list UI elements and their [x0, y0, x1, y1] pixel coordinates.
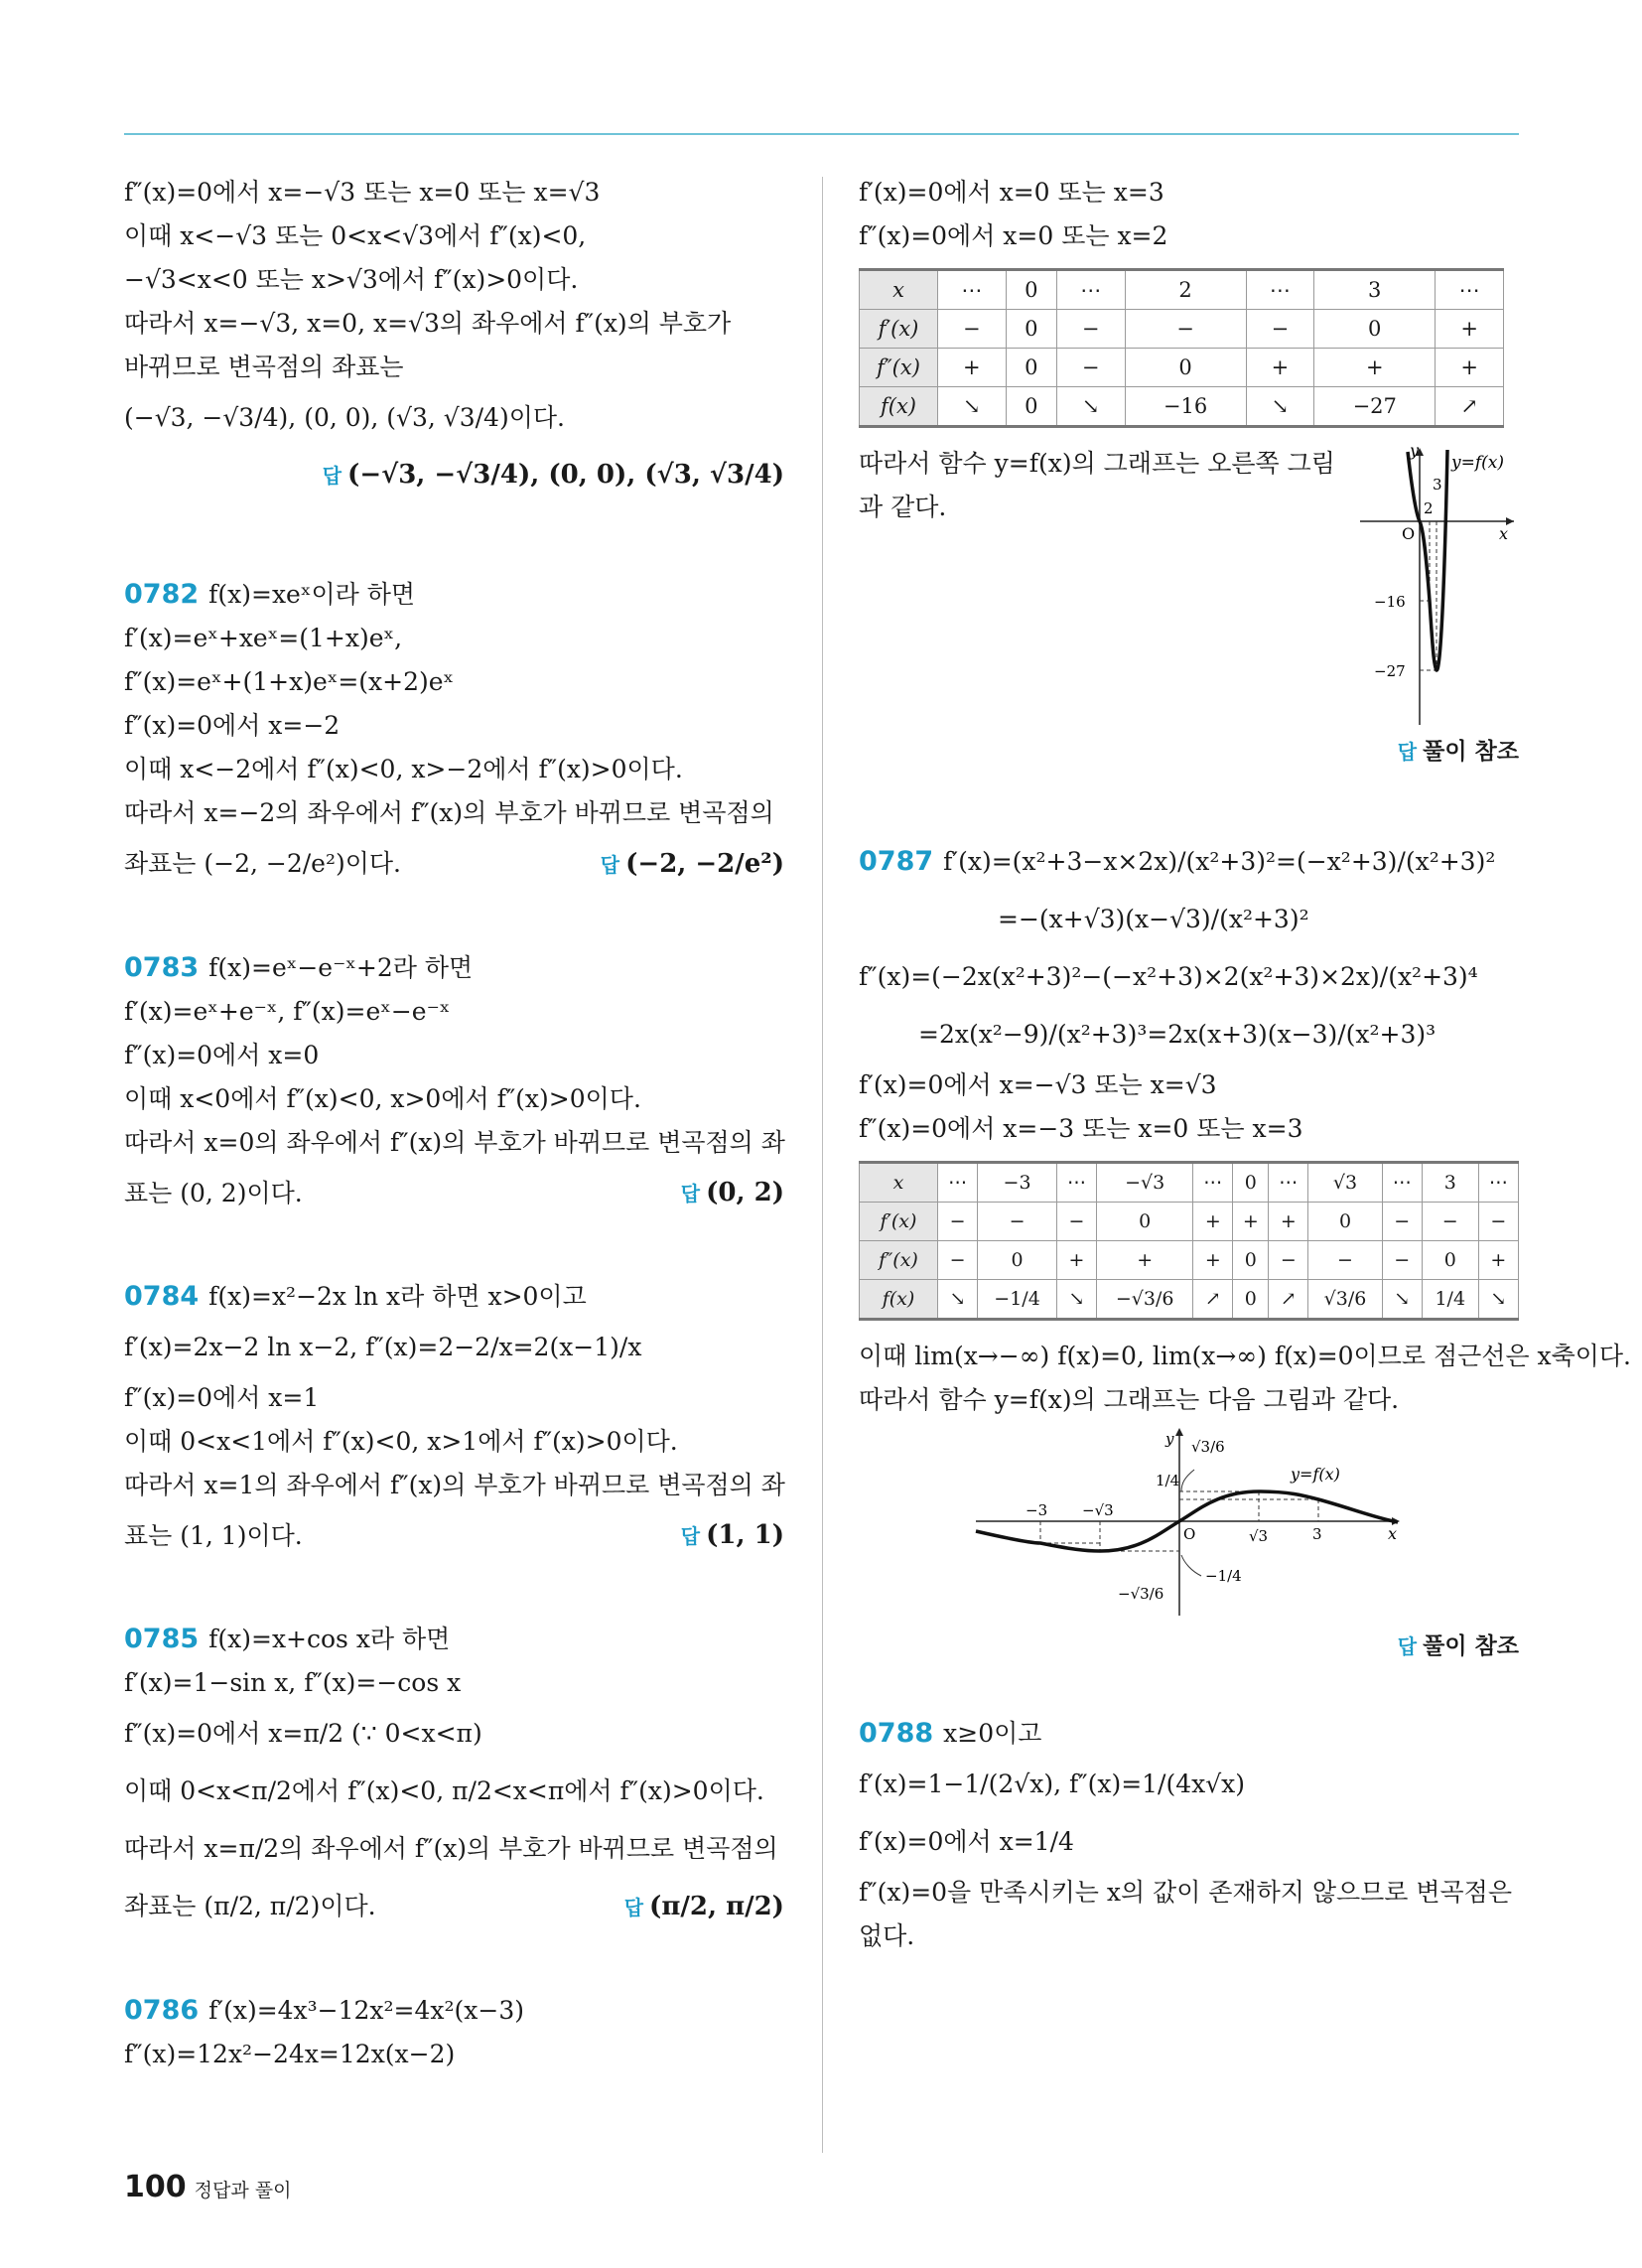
- table-cell: +: [1269, 1203, 1308, 1241]
- table-cell: 0: [1125, 349, 1246, 387]
- problem-number: 0784: [124, 1281, 200, 1312]
- row-header: f(x): [860, 1280, 938, 1320]
- table-cell: 0: [1006, 387, 1056, 427]
- answer: [859, 1625, 1519, 1668]
- table-row: [860, 1280, 1519, 1320]
- text-line: 따라서 x=0의 좌우에서 f″(x)의 부호가 바뀌므로 변곡점의 좌: [124, 1128, 785, 1157]
- table-row: [860, 1241, 1519, 1280]
- table-row: [860, 310, 1504, 349]
- table-cell: −3: [978, 1163, 1057, 1203]
- problem-0782: [124, 573, 784, 893]
- table-row: [860, 387, 1504, 427]
- text-line: f′(x)=2x−2 ln x−2, f″(x)=2−2/x=2(x−1)/x: [124, 1333, 642, 1361]
- text-line: f″(x)=0에서 x=−√3 또는 x=0 또는 x=√3: [124, 178, 601, 207]
- answer-mark: 답: [600, 852, 620, 877]
- table-cell: −: [938, 1241, 978, 1280]
- left-column: [124, 171, 784, 2076]
- table-cell: +: [1478, 1241, 1518, 1280]
- y-label: y: [1164, 1430, 1173, 1448]
- text-line: 없다.: [859, 1921, 915, 1950]
- text-line: 따라서 x=−2의 좌우에서 f″(x)의 부호가 바뀌므로 변곡점의: [124, 798, 774, 827]
- table-cell: −√3/6: [1097, 1280, 1193, 1320]
- problem-number: 0786: [124, 1995, 200, 2026]
- text-line: 표는 (0, 2)이다.: [124, 1178, 303, 1207]
- text-line: =2x(x²−9)/(x²+3)³=2x(x+3)(x−3)/(x²+3)³: [918, 1020, 1437, 1049]
- text-line: f′(x)=4x³−12x²=4x²(x−3): [208, 1996, 524, 2025]
- text-line: f(x)=x²−2x ln x라 하면 x>0이고: [208, 1282, 587, 1311]
- table-cell: ⋯: [938, 1163, 978, 1203]
- problem-0785: [124, 1618, 784, 1935]
- table-cell: ↘: [938, 1280, 978, 1320]
- curve-label: y=f(x): [1290, 1465, 1340, 1484]
- table-cell: 0: [1314, 310, 1436, 349]
- text-line: 좌표는 (π/2, π/2)이다.: [124, 1892, 376, 1920]
- row-header: f″(x): [860, 349, 938, 387]
- table-cell: −: [1478, 1203, 1518, 1241]
- problem-number: 0787: [859, 846, 934, 877]
- table-cell: ↘: [1382, 1280, 1422, 1320]
- table-cell: −: [938, 310, 1007, 349]
- problem-0784: [124, 1275, 784, 1564]
- tick-label: 3: [1311, 1525, 1322, 1543]
- page-number: 100: [124, 2170, 187, 2204]
- graph-0786: [1350, 442, 1519, 730]
- text-line: 이때 0<x<π/2에서 f″(x)<0, π/2<x<π에서 f″(x)>0이다.: [124, 1776, 764, 1805]
- answer: [681, 1507, 784, 1564]
- table-cell: 0: [1308, 1203, 1382, 1241]
- table-cell: ⋯: [1056, 1163, 1096, 1203]
- table-cell: ↗: [1436, 387, 1504, 427]
- table-cell: −: [1308, 1241, 1382, 1280]
- table-cell: +: [1436, 349, 1504, 387]
- text-line: =−(x+√3)(x−√3)/(x²+3)²: [998, 905, 1309, 933]
- text-line: −√3<x<0 또는 x>√3에서 f″(x)>0이다.: [124, 265, 579, 294]
- x-label: x: [1499, 524, 1509, 543]
- text-line: 따라서 x=1의 좌우에서 f″(x)의 부호가 바뀌므로 변곡점의 좌: [124, 1471, 785, 1499]
- problem-0787: [859, 833, 1631, 1668]
- text-line: f(x)=x+cos x라 하면: [208, 1625, 451, 1653]
- table-cell: ↘: [1246, 387, 1314, 427]
- answer-mark: 답: [1397, 1634, 1418, 1658]
- answer: [681, 1165, 784, 1221]
- text-line: 따라서 함수 y=f(x)의 그래프는 다음 그림과 같다.: [859, 1385, 1400, 1414]
- text-line: f″(x)=(−2x(x²+3)²−(−x²+3)×2(x²+3)×2x)/(x²+3)⁴: [859, 962, 1478, 991]
- table-cell: ↗: [1193, 1280, 1233, 1320]
- problem-number: 0788: [859, 1718, 934, 1749]
- table-cell: −: [978, 1203, 1057, 1241]
- table-cell: 2: [1125, 270, 1246, 310]
- table-cell: ⋯: [1269, 1163, 1308, 1203]
- table-cell: −: [1056, 310, 1125, 349]
- table-cell: 1/4: [1422, 1280, 1478, 1320]
- table-cell: ⋯: [1382, 1163, 1422, 1203]
- text-line: 이때 x<0에서 f″(x)<0, x>0에서 f″(x)>0이다.: [124, 1084, 641, 1113]
- table-cell: +: [938, 349, 1007, 387]
- tick-label: −16: [1374, 593, 1406, 611]
- table-cell: −: [1422, 1203, 1478, 1241]
- answer: [624, 1879, 784, 1935]
- table-cell: ⋯: [1193, 1163, 1233, 1203]
- column-divider: [822, 177, 823, 2153]
- table-cell: ↘: [1056, 387, 1125, 427]
- answer-value: (−2, −2/e²): [625, 848, 784, 879]
- answer-value: (0, 2): [706, 1178, 784, 1207]
- text-line: 이때 x<−√3 또는 0<x<√3에서 f″(x)<0,: [124, 221, 587, 250]
- answer-mark: 답: [680, 1182, 701, 1205]
- table-cell: 0: [1233, 1280, 1269, 1320]
- text-line: 따라서 x=π/2의 좌우에서 f″(x)의 부호가 바뀌므로 변곡점의: [124, 1834, 778, 1863]
- tick-label: √3: [1248, 1527, 1268, 1545]
- pointer-line: [1181, 1470, 1194, 1491]
- table-cell: ⋯: [1436, 270, 1504, 310]
- table-cell: 0: [1006, 270, 1056, 310]
- table-cell: −√3: [1097, 1163, 1193, 1203]
- table-cell: −: [1382, 1241, 1422, 1280]
- answer: [859, 730, 1519, 774]
- problem-number: 0783: [124, 952, 200, 983]
- text-line: f″(x)=0에서 x=0 또는 x=2: [859, 221, 1168, 250]
- text-line: f″(x)=0에서 x=1: [124, 1383, 320, 1412]
- table-cell: √3/6: [1308, 1280, 1382, 1320]
- answer-value: 풀이 참조: [1423, 739, 1519, 765]
- answer: [601, 836, 784, 893]
- table-cell: −27: [1314, 387, 1436, 427]
- text-line: f″(x)=eˣ+(1+x)eˣ=(x+2)eˣ: [124, 667, 455, 696]
- table-cell: −16: [1125, 387, 1246, 427]
- answer: [124, 447, 784, 503]
- text-line: 이때 x<−2에서 f″(x)<0, x>−2에서 f″(x)>0이다.: [124, 755, 683, 783]
- tick-label: 1/4: [1155, 1472, 1179, 1489]
- x-label: x: [1387, 1524, 1397, 1543]
- header-rule: [124, 133, 1519, 135]
- text-line: f′(x)=(x²+3−x×2x)/(x²+3)²=(−x²+3)/(x²+3)²: [943, 847, 1496, 876]
- problem-number: 0785: [124, 1624, 200, 1654]
- origin-label: O: [1182, 1525, 1195, 1543]
- text-line: f′(x)=1−sin x, f″(x)=−cos x: [124, 1668, 462, 1697]
- variation-table-0786: [859, 268, 1504, 428]
- table-cell: 0: [978, 1241, 1057, 1280]
- text-line: f″(x)=0에서 x=−3 또는 x=0 또는 x=3: [859, 1114, 1303, 1143]
- table-cell: −: [1269, 1241, 1308, 1280]
- text-line: f′(x)=0에서 x=−√3 또는 x=√3: [859, 1070, 1217, 1099]
- answer-mark: 답: [1397, 740, 1418, 764]
- table-cell: −1/4: [978, 1280, 1057, 1320]
- row-header: x: [860, 1163, 938, 1203]
- text-line: 좌표는 (−2, −2/e²)이다.: [124, 849, 401, 878]
- problem-number: 0782: [124, 579, 200, 610]
- table-cell: −: [938, 1203, 978, 1241]
- table-cell: +: [1097, 1241, 1193, 1280]
- pointer-line: [1181, 1555, 1201, 1576]
- row-header: f″(x): [860, 1241, 938, 1280]
- table-cell: −: [1382, 1203, 1422, 1241]
- problem-0788: [859, 1712, 1519, 1958]
- table-cell: −: [1246, 310, 1314, 349]
- tick-label: √3/6: [1190, 1438, 1225, 1456]
- table-cell: 0: [1006, 310, 1056, 349]
- text-line: x≥0이고: [943, 1719, 1042, 1748]
- answer-value: (−√3, −√3/4), (0, 0), (√3, √3/4): [347, 460, 784, 490]
- table-cell: ⋯: [1478, 1163, 1518, 1203]
- text-line: 이때 lim(x→−∞) f(x)=0, lim(x→∞) f(x)=0이므로 점근선은 x축이다.: [859, 1342, 1631, 1370]
- table-cell: ↘: [1056, 1280, 1096, 1320]
- y-axis-arrow: [1175, 1428, 1183, 1436]
- tick-label: 3: [1433, 476, 1442, 494]
- tick-label: −√3/6: [1117, 1585, 1163, 1603]
- text-line: f′(x)=eˣ+xeˣ=(1+x)eˣ,: [124, 624, 403, 652]
- text-line: f″(x)=12x²−24x=12x(x−2): [124, 2040, 456, 2068]
- text-line: 표는 (1, 1)이다.: [124, 1520, 303, 1550]
- answer-mark: 답: [623, 1895, 644, 1919]
- table-cell: +: [1193, 1203, 1233, 1241]
- intro-solution: [124, 171, 784, 503]
- table-cell: 0: [1422, 1241, 1478, 1280]
- table-cell: −: [1056, 349, 1125, 387]
- text-line: 따라서 x=−√3, x=0, x=√3의 좌우에서 f″(x)의 부호가: [124, 309, 732, 338]
- text-line: 따라서 함수 y=f(x)의 그래프는 오른쪽 그림: [859, 449, 1335, 478]
- text-line: f″(x)=0에서 x=−2: [124, 711, 341, 740]
- page-label: 정답과 풀이: [194, 2180, 292, 2201]
- table-cell: +: [1056, 1241, 1096, 1280]
- table-cell: ⋯: [1246, 270, 1314, 310]
- table-cell: +: [1246, 349, 1314, 387]
- page-footer: [124, 2170, 291, 2204]
- table-cell: −: [1056, 1203, 1096, 1241]
- table-cell: 3: [1422, 1163, 1478, 1203]
- y-label: y: [1410, 442, 1420, 460]
- curve-label: y=f(x): [1451, 453, 1504, 473]
- tick-label: −27: [1374, 662, 1406, 680]
- text-line: f′(x)=1−1/(2√x), f″(x)=1/(4x√x): [859, 1770, 1246, 1798]
- table-cell: √3: [1308, 1163, 1382, 1203]
- origin-label: O: [1402, 524, 1416, 543]
- row-header: f′(x): [860, 1203, 938, 1241]
- variation-table-0787: [859, 1161, 1519, 1321]
- table-cell: ↘: [1478, 1280, 1518, 1320]
- table-cell: 0: [1233, 1163, 1269, 1203]
- table-cell: +: [1193, 1241, 1233, 1280]
- table-cell: ⋯: [938, 270, 1007, 310]
- graph-0787: [971, 1422, 1408, 1621]
- answer-mark: 답: [680, 1524, 701, 1548]
- answer-value: 풀이 참조: [1423, 1633, 1519, 1659]
- text-line: f″(x)=0에서 x=0: [124, 1041, 320, 1069]
- text-line: f′(x)=0에서 x=0 또는 x=3: [859, 178, 1164, 207]
- table-cell: −: [1125, 310, 1246, 349]
- text-line: f″(x)=0을 만족시키는 x의 값이 존재하지 않으므로 변곡점은: [859, 1878, 1512, 1907]
- text-line: 이때 0<x<1에서 f″(x)<0, x>1에서 f″(x)>0이다.: [124, 1427, 678, 1456]
- table-row: [860, 1163, 1519, 1203]
- table-cell: ⋯: [1056, 270, 1125, 310]
- text-line: f′(x)=eˣ+e⁻ˣ, f″(x)=eˣ−e⁻ˣ: [124, 997, 451, 1026]
- answer-value: (1, 1): [706, 1520, 784, 1550]
- table-cell: +: [1314, 349, 1436, 387]
- tick-label: 2: [1424, 499, 1434, 517]
- text-line: f(x)=eˣ−e⁻ˣ+2라 하면: [208, 953, 474, 982]
- text-line: f′(x)=0에서 x=1/4: [859, 1827, 1074, 1856]
- tick-label: −3: [1025, 1501, 1047, 1519]
- row-header: f(x): [860, 387, 938, 427]
- tick-label: −√3: [1081, 1501, 1114, 1519]
- table-cell: ↘: [938, 387, 1007, 427]
- tick-label: −1/4: [1204, 1567, 1242, 1585]
- table-cell: 3: [1314, 270, 1436, 310]
- problem-0786: [124, 1989, 784, 2076]
- row-header: x: [860, 270, 938, 310]
- table-cell: +: [1436, 310, 1504, 349]
- table-cell: 0: [1006, 349, 1056, 387]
- answer-mark: 답: [322, 464, 342, 488]
- text-line: f″(x)=0에서 x=π/2 (∵ 0<x<π): [124, 1719, 482, 1748]
- table-row: [860, 349, 1504, 387]
- problem-0783: [124, 946, 784, 1221]
- text-line: f(x)=xeˣ이라 하면: [208, 580, 415, 609]
- table-cell: ↗: [1269, 1280, 1308, 1320]
- table-cell: +: [1233, 1203, 1269, 1241]
- text-line: 과 같다.: [859, 493, 947, 521]
- answer-value: (π/2, π/2): [649, 1891, 784, 1921]
- table-cell: 0: [1097, 1203, 1193, 1241]
- text-line: (−√3, −√3/4), (0, 0), (√3, √3/4)이다.: [124, 403, 565, 432]
- table-cell: 0: [1233, 1241, 1269, 1280]
- text-line: 바뀌므로 변곡점의 좌표는: [124, 353, 404, 381]
- table-row: [860, 1203, 1519, 1241]
- row-header: f′(x): [860, 310, 938, 349]
- right-column: [859, 171, 1631, 1958]
- table-row: [860, 270, 1504, 310]
